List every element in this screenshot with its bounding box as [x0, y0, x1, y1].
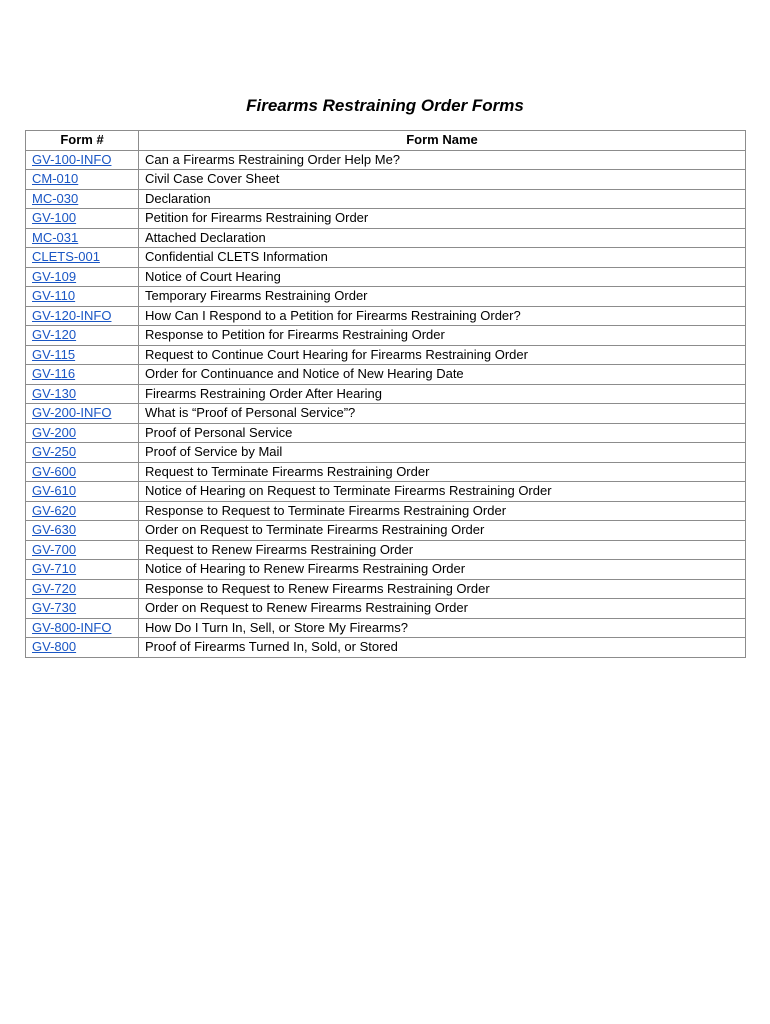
- form-name-cell: Response to Petition for Firearms Restraining Order: [139, 326, 746, 346]
- form-number-link[interactable]: GV-730: [32, 600, 77, 616]
- form-number-cell: [26, 599, 139, 619]
- form-number-cell: [26, 443, 139, 463]
- form-number-link[interactable]: GV-630: [32, 522, 77, 538]
- table-row: [26, 209, 746, 229]
- form-number-link[interactable]: GV-115: [32, 346, 76, 362]
- form-number-cell: [26, 248, 139, 268]
- form-name-cell: Notice of Hearing to Renew Firearms Restraining Order: [139, 560, 746, 580]
- form-name-cell: What is “Proof of Personal Service”?: [139, 404, 746, 424]
- form-name-cell: Response to Request to Renew Firearms Restraining Order: [139, 579, 746, 599]
- form-name-cell: How Can I Respond to a Petition for Firearms Restraining Order?: [139, 306, 746, 326]
- table-row: [26, 599, 746, 619]
- form-number-link[interactable]: GV-109: [32, 268, 77, 284]
- form-name-cell: How Do I Turn In, Sell, or Store My Firearms?: [139, 618, 746, 638]
- form-number-cell: [26, 228, 139, 248]
- form-number-link[interactable]: GV-700: [32, 541, 77, 557]
- table-row: [26, 579, 746, 599]
- form-name-cell: Notice of Court Hearing: [139, 267, 746, 287]
- form-number-cell: [26, 345, 139, 365]
- table-row: [26, 306, 746, 326]
- form-number-cell: [26, 521, 139, 541]
- table-row: [26, 404, 746, 424]
- form-number-cell: [26, 170, 139, 190]
- form-number-link[interactable]: GV-120: [32, 327, 77, 343]
- form-number-cell: [26, 618, 139, 638]
- form-name-cell: Order on Request to Terminate Firearms Restraining Order: [139, 521, 746, 541]
- table-row: [26, 326, 746, 346]
- form-name-cell: Response to Request to Terminate Firearms Restraining Order: [139, 501, 746, 521]
- form-number-link[interactable]: GV-800-INFO: [32, 619, 112, 635]
- form-number-cell: [26, 150, 139, 170]
- form-name-cell: Petition for Firearms Restraining Order: [139, 209, 746, 229]
- form-number-cell: [26, 287, 139, 307]
- form-number-link[interactable]: GV-720: [32, 580, 77, 596]
- form-number-link[interactable]: MC-030: [32, 190, 79, 206]
- form-number-cell: [26, 384, 139, 404]
- form-name-cell: Proof of Service by Mail: [139, 443, 746, 463]
- form-number-cell: [26, 306, 139, 326]
- form-number-cell: [26, 540, 139, 560]
- form-name-cell: Order for Continuance and Notice of New Hearing Date: [139, 365, 746, 385]
- forms-table-body: [26, 150, 746, 657]
- table-row: [26, 443, 746, 463]
- form-number-link[interactable]: GV-710: [32, 561, 77, 577]
- table-header-row: [26, 131, 746, 151]
- form-name-cell: Declaration: [139, 189, 746, 209]
- form-name-cell: Civil Case Cover Sheet: [139, 170, 746, 190]
- form-number-link[interactable]: MC-031: [32, 229, 79, 245]
- form-name-header: Form Name: [139, 131, 746, 151]
- form-name-cell: Request to Terminate Firearms Restraining Order: [139, 462, 746, 482]
- table-row: [26, 521, 746, 541]
- table-row: [26, 384, 746, 404]
- form-number-cell: [26, 501, 139, 521]
- form-number-cell: [26, 267, 139, 287]
- form-name-cell: Proof of Personal Service: [139, 423, 746, 443]
- form-number-cell: [26, 365, 139, 385]
- table-row: [26, 248, 746, 268]
- table-row: [26, 267, 746, 287]
- form-name-cell: Request to Continue Court Hearing for Firearms Restraining Order: [139, 345, 746, 365]
- page-title: Firearms Restraining Order Forms: [246, 96, 524, 115]
- form-number-link[interactable]: GV-100-INFO: [32, 151, 112, 167]
- table-row: [26, 462, 746, 482]
- form-number-cell: [26, 462, 139, 482]
- table-row: [26, 638, 746, 658]
- form-number-cell: [26, 326, 139, 346]
- table-row: [26, 150, 746, 170]
- table-row: [26, 345, 746, 365]
- form-number-link[interactable]: GV-800: [32, 639, 77, 655]
- table-row: [26, 560, 746, 580]
- form-number-link[interactable]: GV-200: [32, 424, 77, 440]
- form-name-cell: Temporary Firearms Restraining Order: [139, 287, 746, 307]
- form-number-link[interactable]: CM-010: [32, 171, 79, 187]
- table-row: [26, 228, 746, 248]
- table-row: [26, 423, 746, 443]
- form-number-cell: [26, 423, 139, 443]
- table-row: [26, 170, 746, 190]
- form-name-cell: Request to Renew Firearms Restraining Order: [139, 540, 746, 560]
- form-number-header: Form #: [26, 131, 139, 151]
- table-row: [26, 482, 746, 502]
- form-number-link[interactable]: CLETS-001: [32, 249, 100, 265]
- form-name-cell: Can a Firearms Restraining Order Help Me?: [139, 150, 746, 170]
- table-row: [26, 618, 746, 638]
- form-name-cell: Proof of Firearms Turned In, Sold, or Stored: [139, 638, 746, 658]
- form-name-cell: Firearms Restraining Order After Hearing: [139, 384, 746, 404]
- table-row: [26, 287, 746, 307]
- form-number-link[interactable]: GV-120-INFO: [32, 307, 112, 323]
- form-number-link[interactable]: GV-116: [32, 366, 76, 382]
- form-number-link[interactable]: GV-620: [32, 502, 77, 518]
- table-row: [26, 540, 746, 560]
- form-number-link[interactable]: GV-250: [32, 444, 77, 460]
- forms-table: [25, 130, 746, 658]
- form-name-cell: Notice of Hearing on Request to Terminate Firearms Restraining Order: [139, 482, 746, 502]
- table-row: [26, 365, 746, 385]
- form-name-cell: Order on Request to Renew Firearms Restraining Order: [139, 599, 746, 619]
- form-name-cell: Attached Declaration: [139, 228, 746, 248]
- form-number-link[interactable]: GV-100: [32, 210, 77, 226]
- table-row: [26, 501, 746, 521]
- form-number-cell: [26, 638, 139, 658]
- form-number-link[interactable]: GV-600: [32, 463, 77, 479]
- form-number-cell: [26, 560, 139, 580]
- form-number-cell: [26, 482, 139, 502]
- form-number-link[interactable]: GV-610: [32, 483, 77, 499]
- form-number-link[interactable]: GV-110: [32, 288, 76, 304]
- form-name-cell: Confidential CLETS Information: [139, 248, 746, 268]
- form-number-link[interactable]: GV-200-INFO: [32, 405, 112, 421]
- form-number-cell: [26, 209, 139, 229]
- form-number-cell: [26, 404, 139, 424]
- table-row: [26, 189, 746, 209]
- form-number-cell: [26, 189, 139, 209]
- form-number-cell: [26, 579, 139, 599]
- form-number-link[interactable]: GV-130: [32, 385, 77, 401]
